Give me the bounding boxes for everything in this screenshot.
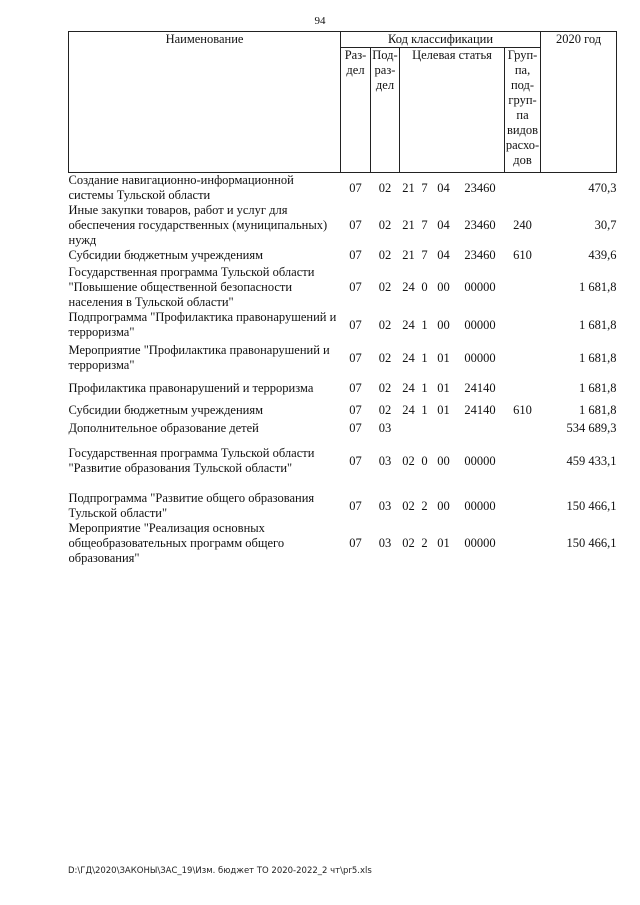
budget-table	[68, 31, 617, 566]
cell-t4: 00000	[464, 498, 496, 513]
row-gap	[69, 436, 617, 446]
cell-sec: 07	[349, 280, 362, 294]
table-row	[69, 203, 617, 248]
cell-t4	[456, 421, 505, 436]
table-row	[69, 521, 617, 566]
cell-t3: 00	[437, 453, 450, 468]
cell-t4: 23460	[464, 248, 496, 262]
cell-t3: 00	[437, 498, 450, 513]
cell-t3: 01	[437, 403, 450, 417]
row-gap-cell	[69, 476, 617, 491]
cell-name: Подпрограмма "Развитие общего образования Тульской области"	[68, 491, 315, 520]
cell-grp	[505, 343, 541, 373]
cell-sec: 07	[349, 381, 362, 395]
cell-sub: 03	[378, 421, 392, 435]
cell-sec: 07	[349, 421, 362, 435]
cell-sub: 02	[378, 350, 392, 365]
header-row-top	[69, 32, 617, 48]
cell-t1: 02	[402, 536, 415, 550]
cell-t2: 1	[421, 350, 428, 365]
table-row	[69, 248, 617, 263]
cell-t1: 24	[402, 317, 415, 332]
row-gap-cell	[69, 436, 617, 446]
cell-sum: 30,7	[594, 218, 617, 232]
cell-t2: 2	[421, 498, 428, 513]
cell-sum: 1 681,8	[579, 381, 617, 395]
cell-t4: 23460	[464, 180, 496, 195]
cell-grp	[505, 446, 541, 476]
cell-sub: 02	[378, 381, 392, 395]
cell-name: Субсидии бюджетным учреждениям	[68, 403, 264, 417]
cell-t1: 21	[402, 218, 415, 232]
cell-sub: 02	[378, 248, 392, 262]
cell-sec: 07	[349, 317, 362, 332]
cell-t3: 00	[437, 280, 450, 294]
cell-grp	[505, 491, 541, 521]
cell-sum: 470,3	[588, 180, 617, 195]
cell-sec: 07	[349, 536, 362, 550]
cell-name: Подпрограмма "Профилактика правонарушений и терроризма"	[68, 310, 337, 339]
cell-sum: 150 466,1	[566, 536, 617, 550]
cell-t4: 00000	[464, 536, 496, 550]
cell-t2: 0	[421, 280, 428, 294]
cell-t4: 00000	[464, 350, 496, 365]
cell-t2: 0	[421, 453, 428, 468]
cell-t4: 00000	[464, 453, 496, 468]
table-row	[69, 421, 617, 436]
cell-sub: 02	[378, 180, 392, 195]
cell-grp	[505, 310, 541, 340]
row-gap-cell	[69, 373, 617, 381]
table-row	[69, 173, 617, 204]
header-classification: Код классификации	[341, 32, 541, 48]
table-row	[69, 446, 617, 476]
cell-sec: 07	[349, 453, 362, 468]
cell-t3: 04	[437, 218, 450, 232]
cell-sum: 150 466,1	[566, 498, 617, 513]
cell-sum: 459 433,1	[566, 453, 617, 468]
row-gap-cell	[69, 396, 617, 403]
cell-t3: 04	[437, 248, 450, 262]
cell-name: Создание навигационно-информационной системы Тульской области	[68, 173, 294, 202]
cell-name: Субсидии бюджетным учреждениям	[68, 248, 264, 262]
cell-name: Иные закупки товаров, работ и услуг для обеспечения государственных (муниципальных) нужд	[68, 203, 328, 247]
cell-name: Дополнительное образование детей	[68, 421, 259, 435]
cell-grp	[505, 265, 541, 310]
file-path-footer: D:\ГД\2020\ЗАКОНЫ\ЗАС_19\Изм. бюджет ТО 2020-2022_2 чт\pr5.xls	[68, 866, 372, 876]
cell-t1: 24	[402, 280, 415, 294]
table-row	[69, 403, 617, 418]
cell-grp	[505, 421, 541, 436]
cell-name: Государственная программа Тульской области "Развитие образования Тульской области"	[68, 446, 315, 475]
cell-t1: 24	[402, 403, 415, 417]
cell-sub: 02	[378, 317, 392, 332]
cell-t4: 24140	[464, 381, 496, 395]
cell-grp: 610	[513, 403, 532, 417]
cell-sum: 1 681,8	[579, 350, 617, 365]
cell-t2: 7	[421, 180, 428, 195]
cell-sum: 534 689,3	[566, 421, 617, 435]
cell-t2: 1	[421, 317, 428, 332]
cell-sum: 1 681,8	[579, 403, 617, 417]
table-row	[69, 381, 617, 396]
cell-t4: 00000	[464, 280, 496, 294]
cell-sub: 02	[378, 403, 392, 417]
cell-sum: 1 681,8	[579, 280, 617, 294]
row-gap	[69, 476, 617, 491]
cell-t3: 01	[437, 536, 450, 550]
cell-t1: 24	[402, 381, 415, 395]
cell-sub: 03	[378, 498, 392, 513]
row-gap	[69, 373, 617, 381]
cell-name: Профилактика правонарушений и терроризма	[68, 381, 314, 395]
cell-sub: 02	[378, 280, 392, 294]
cell-t1: 24	[402, 350, 415, 365]
header-target: Целевая статья	[400, 48, 505, 173]
cell-t2	[418, 421, 432, 436]
cell-t1: 02	[402, 498, 415, 513]
budget-sheet	[68, 31, 616, 566]
cell-t3: 01	[437, 350, 450, 365]
page-number: 94	[314, 15, 326, 27]
cell-t1: 21	[402, 180, 415, 195]
cell-sub: 03	[378, 536, 392, 550]
cell-t4: 24140	[464, 403, 496, 417]
cell-sum: 1 681,8	[579, 317, 617, 332]
cell-sec: 07	[349, 218, 362, 232]
cell-t2: 1	[421, 381, 428, 395]
cell-t2: 2	[421, 536, 428, 550]
cell-grp	[505, 521, 541, 566]
cell-grp	[505, 381, 541, 396]
cell-sec: 07	[349, 403, 362, 417]
header-section: Раз- дел	[341, 48, 371, 173]
header-name: Наименование	[69, 32, 341, 173]
cell-grp: 240	[513, 218, 532, 232]
cell-t2: 1	[421, 403, 428, 417]
cell-t3	[432, 421, 456, 436]
header-year: 2020 год	[541, 32, 617, 173]
cell-sec: 07	[349, 180, 362, 195]
cell-grp	[505, 173, 541, 204]
cell-t3: 04	[437, 180, 450, 195]
cell-t3: 01	[437, 381, 450, 395]
cell-name: Государственная программа Тульской области "Повышение общественной безопасности населения в Тульской области"	[68, 265, 315, 309]
table-row	[69, 310, 617, 340]
cell-t1: 21	[402, 248, 415, 262]
cell-t2: 7	[421, 248, 428, 262]
cell-t4: 00000	[464, 317, 496, 332]
cell-sec: 07	[349, 350, 362, 365]
cell-t1: 02	[402, 453, 415, 468]
row-gap	[69, 396, 617, 403]
table-row	[69, 265, 617, 310]
cell-t3: 00	[437, 317, 450, 332]
header-group: Груп- па, под- груп- па видов расхо- дов	[505, 48, 541, 173]
cell-t4: 23460	[464, 218, 496, 232]
cell-sec: 07	[349, 498, 362, 513]
cell-grp: 610	[513, 248, 532, 262]
cell-name: Мероприятие "Профилактика правонарушений и терроризма"	[68, 343, 330, 372]
header-subsection: Под- раз- дел	[371, 48, 400, 173]
cell-t2: 7	[421, 218, 428, 232]
cell-sub: 02	[378, 218, 392, 232]
cell-sum: 439,6	[588, 248, 617, 262]
table-row	[69, 343, 617, 373]
cell-sec: 07	[349, 248, 362, 262]
cell-sub: 03	[378, 453, 392, 468]
cell-t1	[400, 421, 418, 436]
table-row	[69, 491, 617, 521]
cell-name: Мероприятие "Реализация основных общеобразовательных программ общего образования"	[68, 521, 285, 565]
